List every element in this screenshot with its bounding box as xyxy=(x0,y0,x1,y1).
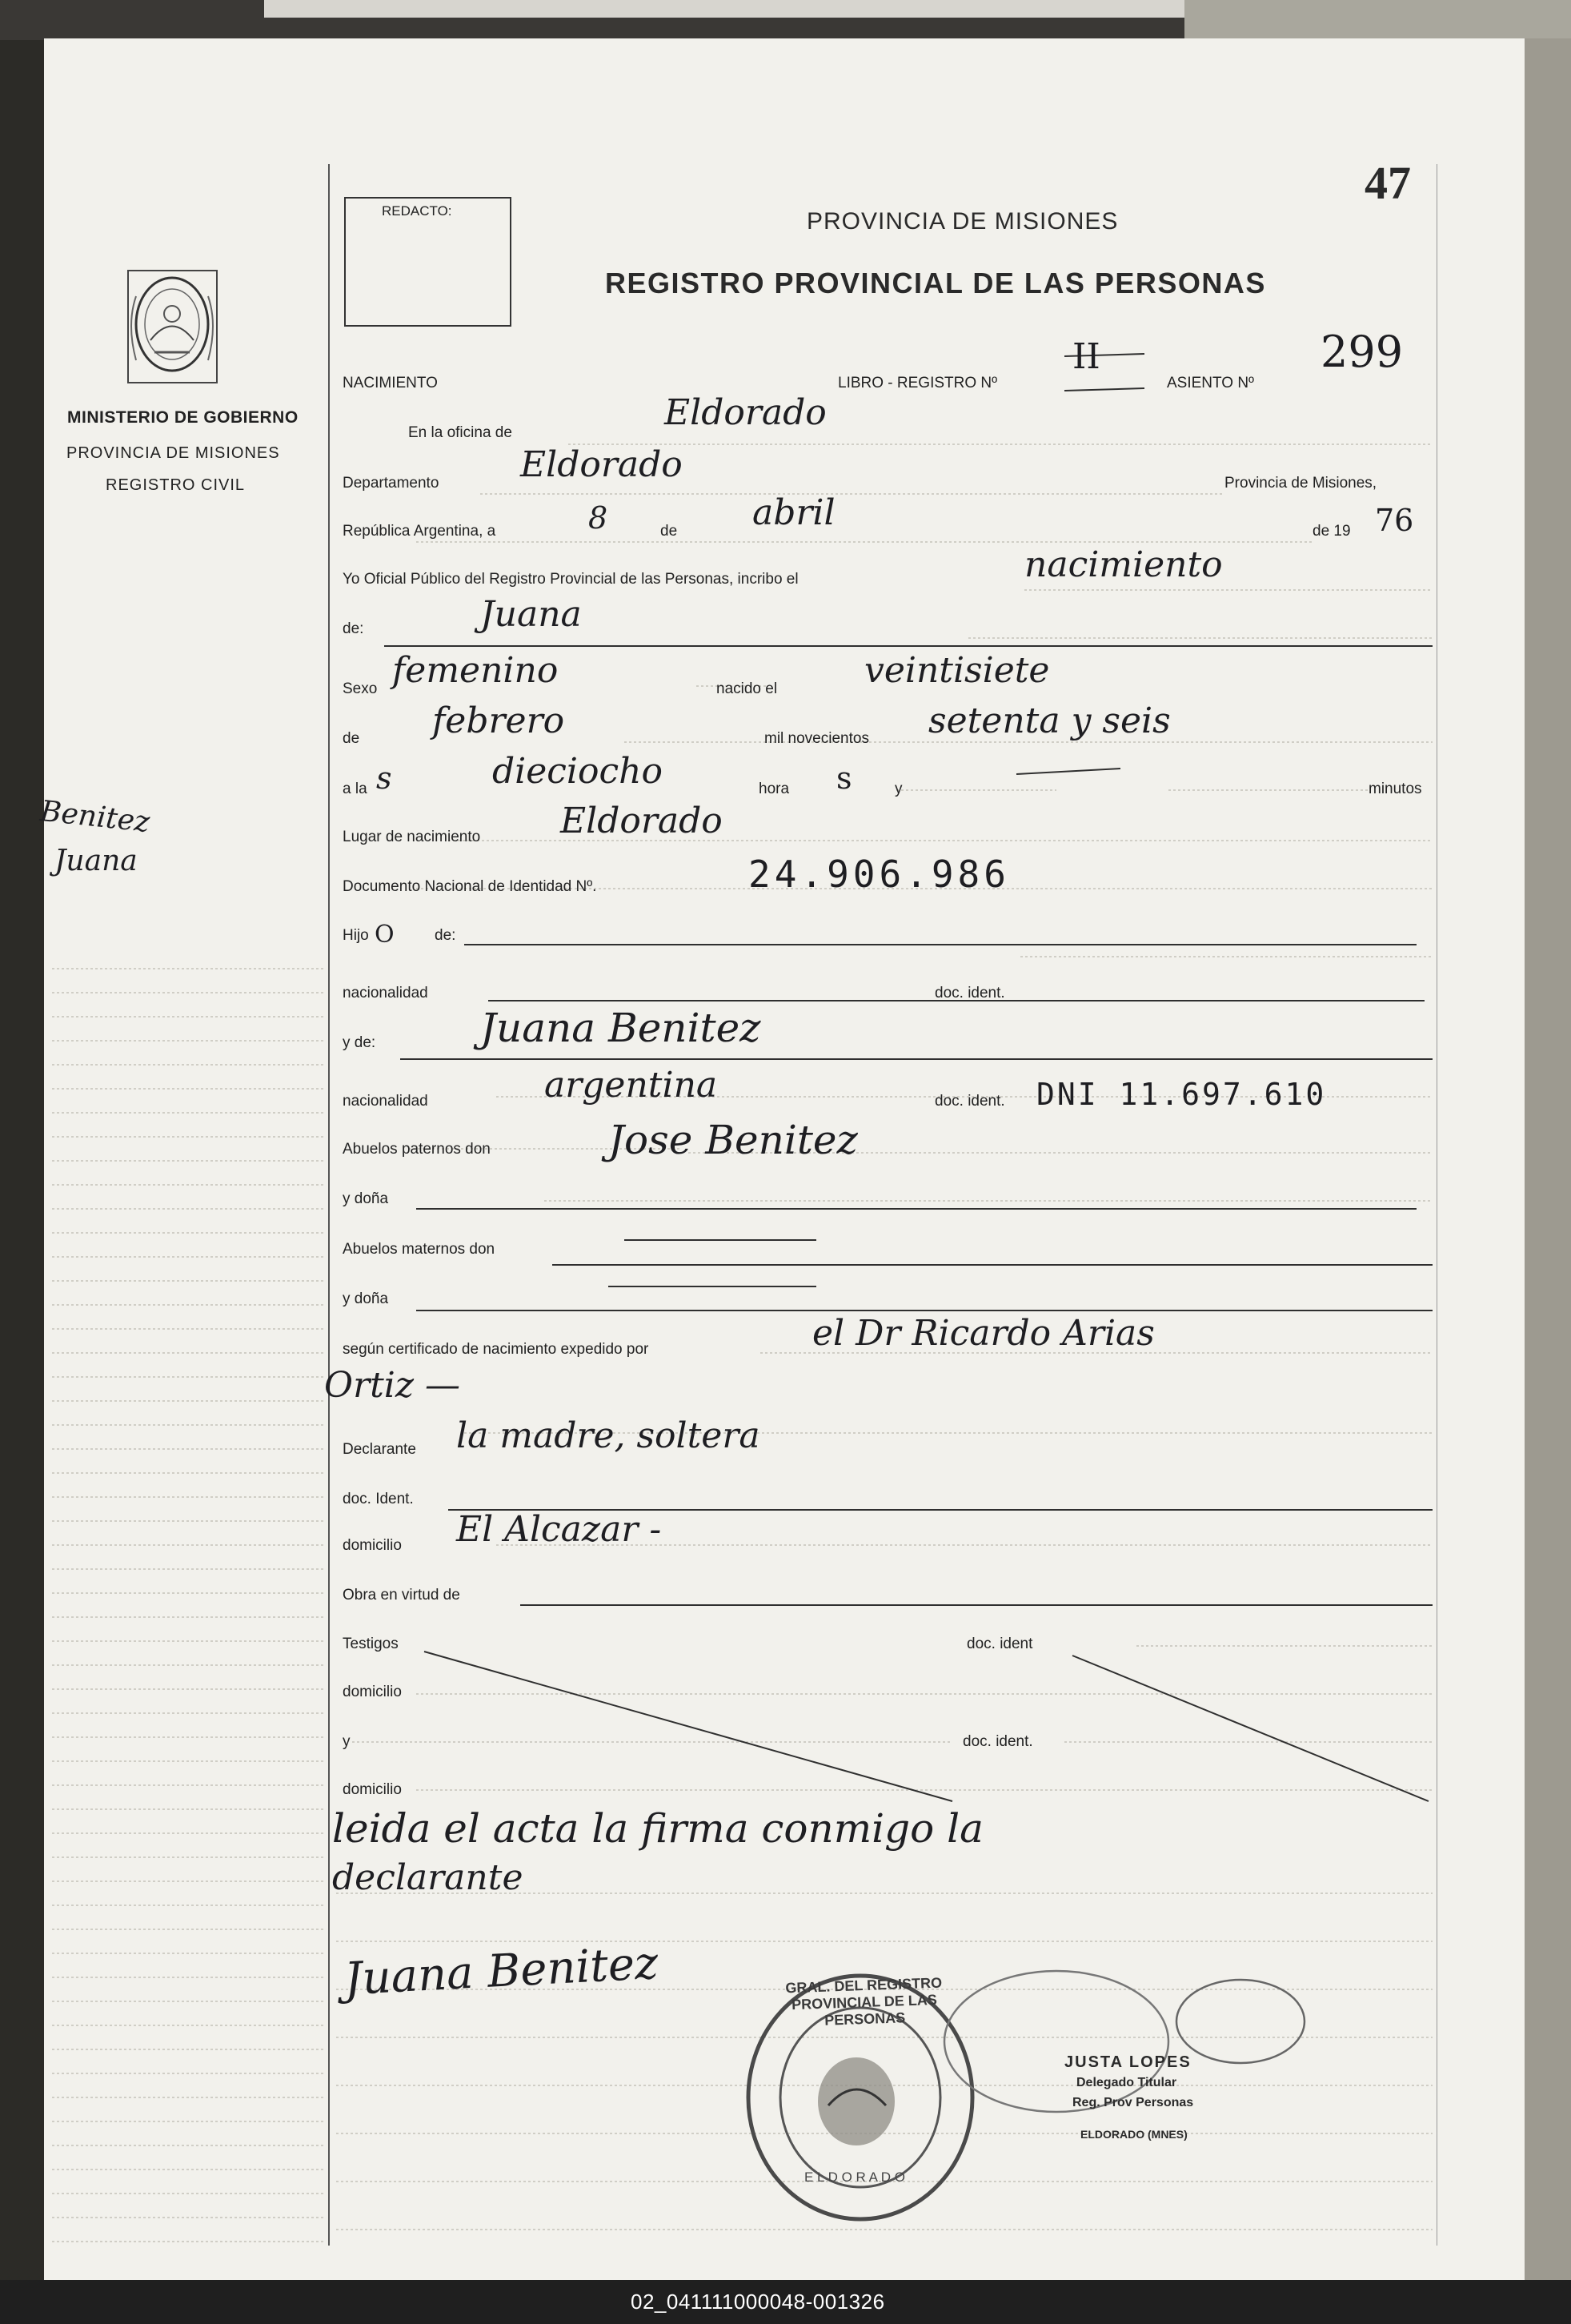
provincia-label: Provincia de Misiones, xyxy=(1224,475,1377,492)
asiento-label: ASIENTO Nº xyxy=(1167,375,1254,391)
obra-label: Obra en virtud de xyxy=(343,1587,460,1604)
page-number: 47 xyxy=(1365,157,1411,209)
footer-bar xyxy=(0,2280,1571,2324)
libro-value: II xyxy=(1072,336,1100,377)
ala-prefix: s xyxy=(376,761,392,796)
nacido-label: nacido el xyxy=(716,680,778,697)
year-label: de 19 xyxy=(1313,523,1351,540)
hora-label: hora xyxy=(759,781,790,797)
month-value: abril xyxy=(752,492,836,533)
official-place: ELDORADO (MNES) xyxy=(1080,2128,1188,2141)
redacto-box xyxy=(344,197,511,327)
hijo-de-label: de: xyxy=(435,927,456,944)
sexo-value: femenino xyxy=(392,650,559,691)
de2-label: de: xyxy=(343,620,364,637)
hora-value: s xyxy=(836,761,852,796)
mother-name-value: Juana Benitez xyxy=(480,1005,761,1051)
ydona-label: y doña xyxy=(343,1190,389,1207)
margin-note-name: Juana xyxy=(54,845,138,877)
closing-line-2: declarante xyxy=(332,1857,523,1898)
child-name-value: Juana xyxy=(480,594,582,635)
oficina-label: En la oficina de xyxy=(408,424,512,441)
domicilio-label: domicilio xyxy=(343,1537,402,1554)
oficial-value: nacimiento xyxy=(1024,544,1223,585)
oficial-label: Yo Oficial Público del Registro Provincial de las Personas, incribo el xyxy=(343,571,799,588)
footer-id: 02_041111000048-001326 xyxy=(631,2290,885,2314)
certificado-label: según certificado de nacimiento expedido por xyxy=(343,1341,649,1358)
y-label: y xyxy=(895,781,903,797)
nacimiento-label: NACIMIENTO xyxy=(343,375,438,391)
hijo-label: Hijo xyxy=(343,927,369,944)
closing-line-1: leida el acta la firma conmigo la xyxy=(332,1805,984,1852)
official-name: JUSTA LOPES xyxy=(1064,2053,1192,2071)
abuelos-paternos-value: Jose Benitez xyxy=(608,1117,858,1163)
y2-label: y xyxy=(343,1733,351,1750)
redacto-label: REDACTO: xyxy=(382,203,452,219)
departamento-value: Eldorado xyxy=(520,444,683,485)
certificado-value: el Dr Ricardo Arias xyxy=(812,1313,1155,1354)
sexo-label: Sexo xyxy=(343,680,378,697)
docident3-label: doc. Ident. xyxy=(343,1491,414,1507)
sidebar-province: PROVINCIA DE MISIONES xyxy=(66,444,280,462)
certificado-continuation: Ortiz — xyxy=(324,1365,461,1406)
lugar-label: Lugar de nacimiento xyxy=(343,829,481,845)
doc-ident2-label: doc. ident. xyxy=(935,1093,1005,1110)
round-stamp-bottom: E L D O R A D O xyxy=(804,2169,905,2185)
doc-ident5-label: doc. ident. xyxy=(963,1733,1033,1750)
round-stamp-text: GRAL. DEL REGISTRO PROVINCIAL DE LAS PERSONAS xyxy=(785,1974,943,2029)
domicilio2-label: domicilio xyxy=(343,1684,402,1700)
birth-month-value: febrero xyxy=(432,700,565,741)
nacionalidad-label: nacionalidad xyxy=(343,985,428,1001)
hour-value: dieciocho xyxy=(492,751,663,792)
doc-ident-label: doc. ident. xyxy=(935,985,1005,1001)
oficina-value: Eldorado xyxy=(664,392,827,433)
official-title-2: Reg. Prov Personas xyxy=(1072,2096,1194,2109)
sidebar-registry: REGISTRO CIVIL xyxy=(106,476,246,494)
ala-label: a la xyxy=(343,781,367,797)
abuelos-maternos-label: Abuelos maternos don xyxy=(343,1241,495,1258)
declarant-signature: Juana Benitez xyxy=(343,1937,660,2006)
abuelos-paternos-label: Abuelos paternos don xyxy=(343,1141,491,1158)
mil-label: mil novecientos xyxy=(764,730,869,747)
margin-note-surname: Benitez xyxy=(38,794,151,840)
lugar-value: Eldorado xyxy=(560,801,723,841)
year-value: 76 xyxy=(1375,503,1414,538)
ydona2-label: y doña xyxy=(343,1290,389,1307)
yde-label: y de: xyxy=(343,1034,376,1051)
mother-doc-value: DNI 11.697.610 xyxy=(1036,1077,1327,1112)
registry-heading: REGISTRO PROVINCIAL DE LAS PERSONAS xyxy=(605,267,1266,299)
de-label: de xyxy=(660,523,678,540)
declarante-value: la madre, soltera xyxy=(456,1415,760,1456)
coat-of-arms-emblem xyxy=(118,264,226,392)
day-value: 8 xyxy=(588,500,608,536)
nacido-value: veintisiete xyxy=(864,650,1050,691)
asiento-value: 299 xyxy=(1321,327,1404,377)
sidebar-ministry: MINISTERIO DE GOBIERNO xyxy=(67,408,299,427)
departamento-label: Departamento xyxy=(343,475,439,492)
dni-value: 24.906.986 xyxy=(748,853,1010,896)
de3-label: de xyxy=(343,730,360,747)
domicilio-value: El Alcazar - xyxy=(456,1509,662,1550)
dni-label: Documento Nacional de Identidad Nº. xyxy=(343,878,597,895)
testigos-label: Testigos xyxy=(343,1636,399,1652)
nacionalidad2-label: nacionalidad xyxy=(343,1093,428,1110)
declarante-label: Declarante xyxy=(343,1441,416,1458)
official-title-1: Delegado Titular xyxy=(1076,2076,1177,2089)
mother-nationality-value: argentina xyxy=(544,1065,718,1106)
republica-label: República Argentina, a xyxy=(343,523,496,540)
mil-value: setenta y seis xyxy=(928,700,1171,741)
libro-label: LIBRO - REGISTRO Nº xyxy=(838,375,998,391)
doc-ident4-label: doc. ident xyxy=(967,1636,1033,1652)
province-heading: PROVINCIA DE MISIONES xyxy=(807,208,1119,235)
hijo-suffix: O xyxy=(375,921,395,949)
minutos-label: minutos xyxy=(1369,781,1422,797)
domicilio3-label: domicilio xyxy=(343,1781,402,1798)
